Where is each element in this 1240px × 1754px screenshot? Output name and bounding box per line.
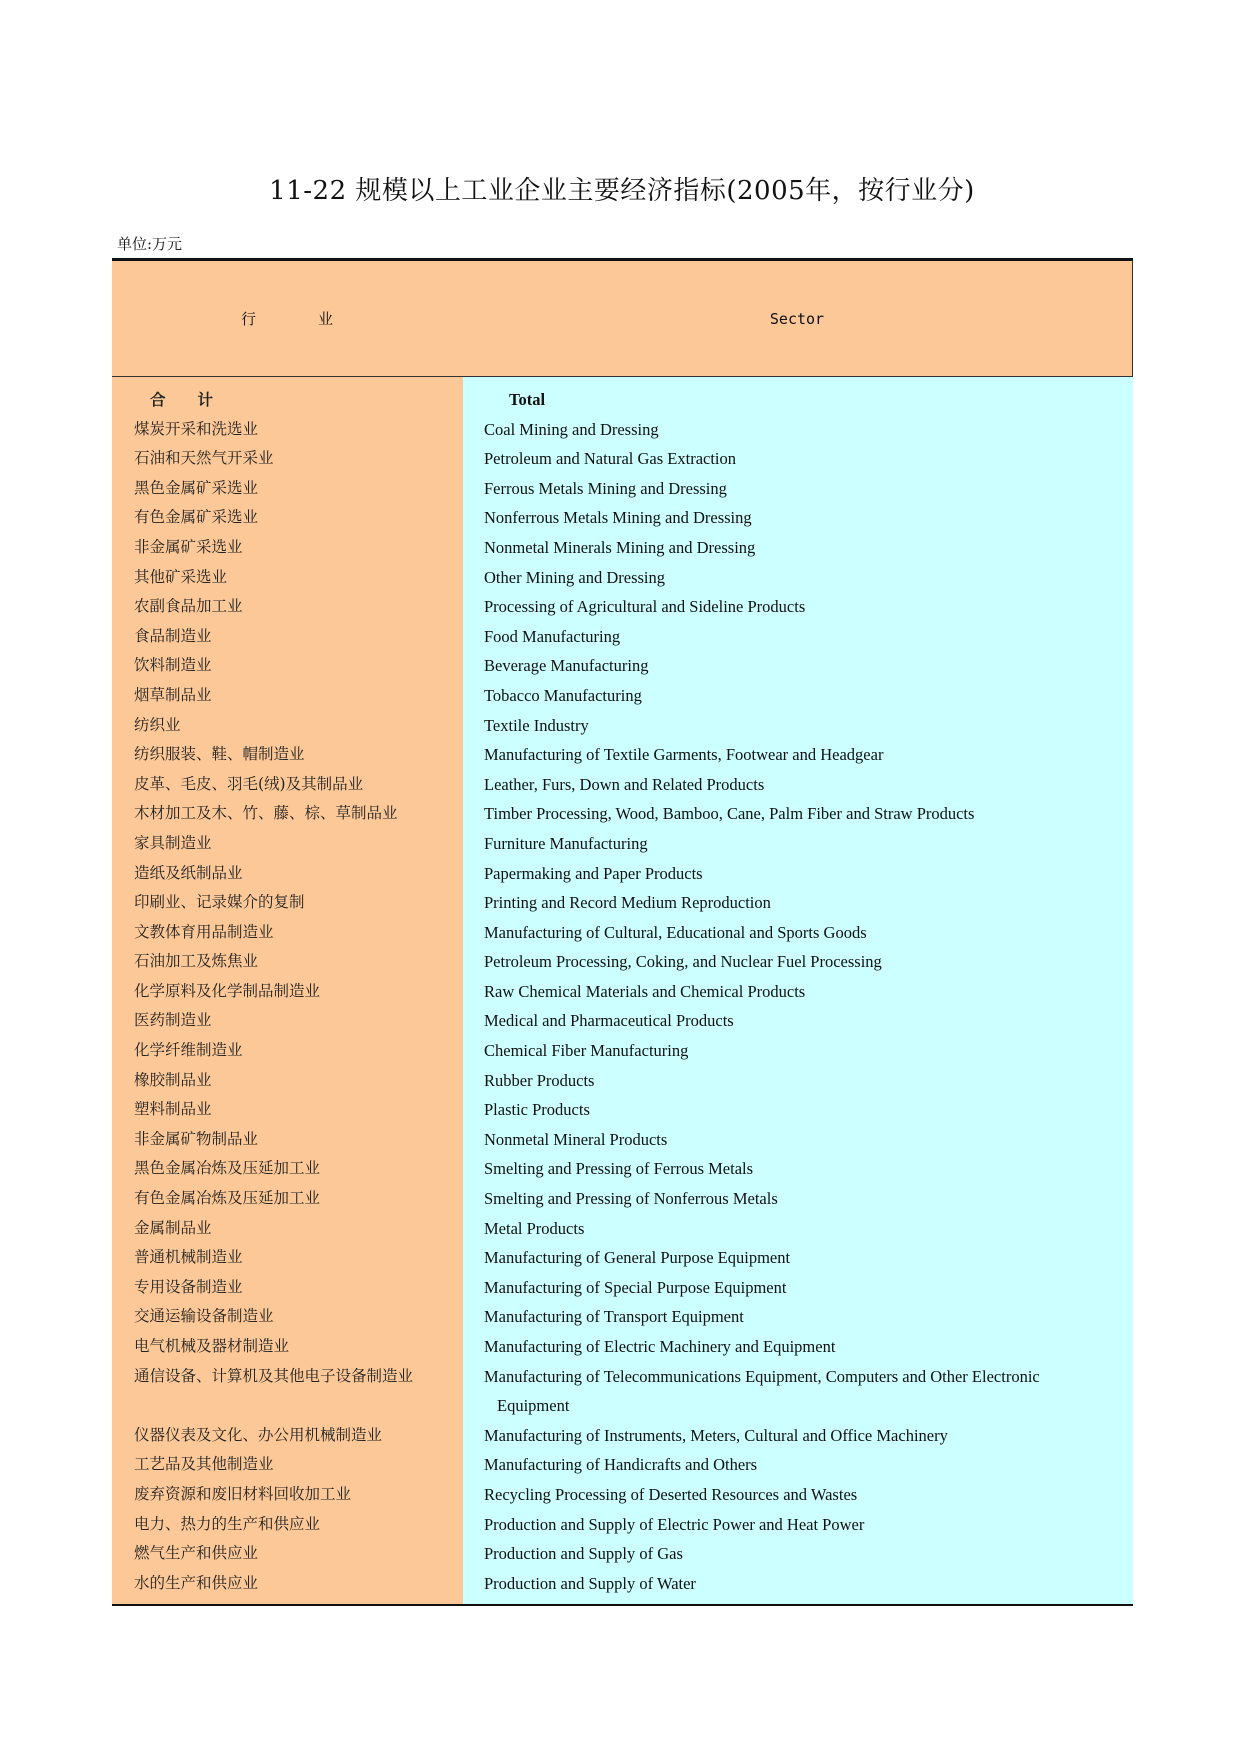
table-row-en	[463, 681, 1133, 711]
total-row-en: Total	[509, 390, 546, 409]
table-row-en	[463, 859, 1133, 889]
sector-name-cn: 石油加工及炼焦业	[134, 952, 259, 971]
table-row-en	[463, 503, 1133, 533]
table-row-cn	[112, 1362, 463, 1421]
table-row-cn	[112, 740, 463, 770]
sector-name-en: Timber Processing, Wood, Bamboo, Cane, Palm Fiber and Straw Products	[484, 804, 975, 824]
table-row-en	[463, 711, 1133, 741]
table-row-en	[463, 563, 1133, 593]
sector-name-cn: 烟草制品业	[134, 685, 212, 704]
table-row-en	[463, 474, 1133, 504]
sector-name-en: Textile Industry	[484, 715, 589, 735]
sector-name-en: Other Mining and Dressing	[484, 567, 666, 587]
sector-name-cn: 橡胶制品业	[134, 1070, 212, 1089]
table-row-en	[463, 1243, 1133, 1273]
sector-name-cn: 家具制造业	[134, 833, 212, 852]
sector-name-cn: 通信设备、计算机及其他电子设备制造业	[134, 1366, 414, 1385]
table-row-cn	[112, 799, 463, 829]
table-row-cn	[112, 1036, 463, 1066]
table-row-cn	[112, 1510, 463, 1540]
table-row-cn	[112, 1421, 463, 1451]
table-row-cn	[112, 1184, 463, 1214]
table-row-cn	[112, 1095, 463, 1125]
sector-name-cn: 印刷业、记录媒介的复制	[134, 893, 305, 912]
table-row-cn	[112, 711, 463, 741]
sector-name-en: Production and Supply of Water	[484, 1573, 696, 1593]
sector-name-en: Manufacturing of General Purpose Equipment	[484, 1248, 791, 1268]
sector-name-cn: 文教体育用品制造业	[134, 922, 274, 941]
total-cn-right: 计	[197, 390, 214, 409]
sector-name-en: Metal Products	[484, 1218, 585, 1238]
sector-table	[112, 258, 1133, 1606]
sector-name-en: Production and Supply of Gas	[484, 1544, 683, 1564]
table-row-en	[463, 740, 1133, 770]
sector-name-en: Nonmetal Minerals Mining and Dressing	[484, 537, 756, 557]
sector-name-en: Chemical Fiber Manufacturing	[484, 1041, 689, 1061]
sector-name-cn: 饮料制造业	[134, 656, 212, 675]
sector-name-en: Papermaking and Paper Products	[484, 863, 703, 883]
sector-name-cn: 医药制造业	[134, 1011, 212, 1030]
table-row-cn	[112, 1154, 463, 1184]
table-row-en	[463, 1362, 1133, 1421]
sector-name-cn: 化学纤维制造业	[134, 1041, 243, 1060]
sector-name-cn: 木材加工及木、竹、藤、棕、草制品业	[134, 804, 398, 823]
table-row-cn	[112, 563, 463, 593]
sector-name-cn: 电力、热力的生产和供应业	[134, 1514, 321, 1533]
column-sector-cn	[112, 377, 463, 1604]
sector-name-en: Manufacturing of Textile Garments, Footwear and Headgear	[484, 745, 884, 765]
table-row-en	[463, 1036, 1133, 1066]
table-row-cn	[112, 1302, 463, 1332]
sector-name-cn: 化学原料及化学制品制造业	[134, 981, 321, 1000]
sector-name-en: Printing and Record Medium Reproduction	[484, 893, 771, 913]
header-cn-left: 行	[240, 310, 256, 328]
column-sector-en	[463, 377, 1133, 1604]
table-row-cn	[112, 1125, 463, 1155]
table-row-en	[463, 947, 1133, 977]
sector-name-cn: 非金属矿物制品业	[134, 1129, 259, 1148]
table-bottom-rule	[112, 1604, 1133, 1606]
table-row-en	[463, 651, 1133, 681]
sector-name-cn: 普通机械制造业	[134, 1248, 243, 1267]
table-row-cn	[112, 681, 463, 711]
sector-name-en: Ferrous Metals Mining and Dressing	[484, 478, 727, 498]
table-row-cn	[112, 829, 463, 859]
sector-name-cn: 仪器仪表及文化、办公用机械制造业	[134, 1425, 383, 1444]
table-row-cn	[112, 1569, 463, 1599]
sector-name-cn: 有色金属冶炼及压延加工业	[134, 1189, 321, 1208]
sector-name-en: Nonmetal Mineral Products	[484, 1129, 668, 1149]
table-row-en	[463, 1214, 1133, 1244]
table-row-en	[463, 1510, 1133, 1540]
sector-name-en: Petroleum Processing, Coking, and Nuclear Fuel Processing	[484, 952, 882, 972]
table-row-cn	[112, 622, 463, 652]
table-row-en	[463, 977, 1133, 1007]
sector-name-cn: 专用设备制造业	[134, 1277, 243, 1296]
table-row-cn	[112, 1066, 463, 1096]
table-row-cn	[112, 1273, 463, 1303]
sector-name-en: Coal Mining and Dressing	[484, 419, 659, 439]
table-row-en	[463, 829, 1133, 859]
table-row-cn	[112, 533, 463, 563]
page-title: 11-22 规模以上工业企业主要经济指标(2005年，按行业分)	[269, 176, 975, 206]
sector-name-cn: 纺织业	[134, 715, 181, 734]
sector-name-cn: 石油和天然气开采业	[134, 449, 274, 468]
table-body	[112, 377, 1133, 1604]
table-row-cn	[112, 947, 463, 977]
sector-name-en: Nonferrous Metals Mining and Dressing	[484, 508, 752, 528]
table-row-cn	[112, 1332, 463, 1362]
sector-name-en: Manufacturing of Instruments, Meters, Cultural and Office Machinery	[484, 1425, 948, 1445]
sector-name-en: Manufacturing of Transport Equipment	[484, 1307, 744, 1327]
table-row-cn	[112, 1006, 463, 1036]
sector-name-en: Manufacturing of Electric Machinery and Equipment	[484, 1337, 836, 1356]
table-row-en	[463, 1450, 1133, 1480]
table-row-cn	[112, 859, 463, 889]
sector-name-cn: 造纸及纸制品业	[134, 863, 243, 882]
table-row-en	[463, 622, 1133, 652]
table-row-cn	[112, 1214, 463, 1244]
sector-name-cn: 金属制品业	[134, 1218, 212, 1237]
table-row-cn	[112, 474, 463, 504]
sector-name-en: Tobacco Manufacturing	[484, 685, 642, 705]
sector-name-en: Medical and Pharmaceutical Products	[484, 1011, 734, 1031]
sector-name-cn: 皮革、毛皮、羽毛(绒)及其制品业	[134, 774, 364, 793]
sector-name-cn: 交通运输设备制造业	[134, 1307, 274, 1326]
sector-name-cn: 有色金属矿采选业	[134, 508, 259, 527]
sector-name-en: Raw Chemical Materials and Chemical Products	[484, 981, 806, 1001]
sector-name-en: Smelting and Pressing of Ferrous Metals	[484, 1159, 754, 1179]
table-row-en	[463, 1421, 1133, 1451]
sector-name-en: Beverage Manufacturing	[484, 656, 649, 676]
table-row-en	[463, 415, 1133, 445]
table-row-cn	[112, 977, 463, 1007]
sector-name-en: Processing of Agricultural and Sideline Products	[484, 597, 806, 617]
table-row-en	[463, 592, 1133, 622]
total-row-cn	[112, 385, 463, 415]
table-row-en	[463, 1480, 1133, 1510]
sector-name-cn: 其他矿采选业	[134, 567, 228, 586]
sector-name-en: Leather, Furs, Down and Related Products	[484, 774, 765, 794]
sector-name-en: Food Manufacturing	[484, 626, 621, 646]
table-header	[112, 261, 1133, 377]
table-row-cn	[112, 444, 463, 474]
sector-name-cn: 非金属矿采选业	[134, 537, 243, 556]
sector-name-cn: 工艺品及其他制造业	[134, 1455, 274, 1474]
unit-label: 单位:万元	[117, 235, 183, 253]
sector-name-en: Production and Supply of Electric Power and Heat Power	[484, 1514, 865, 1534]
table-row-cn	[112, 1539, 463, 1569]
sector-name-en: Manufacturing of Cultural, Educational and Sports Goods	[484, 922, 867, 942]
sector-name-cn: 电气机械及器材制造业	[134, 1337, 290, 1355]
sector-name-cn: 塑料制品业	[134, 1100, 212, 1119]
sector-name-en-line2: Equipment	[497, 1396, 570, 1416]
sector-name-cn: 黑色金属矿采选业	[134, 478, 259, 497]
sector-name-en: Petroleum and Natural Gas Extraction	[484, 449, 737, 469]
sector-name-cn: 纺织服装、鞋、帽制造业	[134, 745, 305, 764]
header-sector-en: Sector	[769, 309, 825, 328]
sector-name-cn: 黑色金属冶炼及压延加工业	[134, 1159, 321, 1178]
sector-name-en: Plastic Products	[484, 1100, 590, 1120]
table-row-en	[463, 1095, 1133, 1125]
sector-name-cn: 废弃资源和废旧材料回收加工业	[134, 1484, 352, 1503]
table-row-en	[463, 888, 1133, 918]
sector-name-en: Rubber Products	[484, 1070, 595, 1090]
table-row-en	[463, 1066, 1133, 1096]
sector-name-cn: 食品制造业	[134, 626, 212, 645]
table-row-en	[463, 1273, 1133, 1303]
table-row-cn	[112, 592, 463, 622]
table-row-cn	[112, 1480, 463, 1510]
sector-name-en: Manufacturing of Special Purpose Equipment	[484, 1277, 787, 1297]
sector-name-cn: 水的生产和供应业	[134, 1573, 259, 1592]
sector-name-en: Manufacturing of Telecommunications Equipment, Computers and Other Electronic	[484, 1366, 1040, 1386]
table-row-cn	[112, 1450, 463, 1480]
sector-name-cn: 燃气生产和供应业	[134, 1544, 259, 1563]
table-row-en	[463, 1569, 1133, 1599]
table-row-cn	[112, 888, 463, 918]
table-row-cn	[112, 1243, 463, 1273]
table-row-cn	[112, 770, 463, 800]
table-row-en	[463, 1125, 1133, 1155]
table-row-en	[463, 1302, 1133, 1332]
table-row-en	[463, 1154, 1133, 1184]
sector-name-cn: 农副食品加工业	[134, 597, 243, 616]
table-row-cn	[112, 918, 463, 948]
table-row-en	[463, 1006, 1133, 1036]
table-row-en	[463, 1332, 1133, 1362]
table-row-en	[463, 770, 1133, 800]
table-row-en	[463, 1184, 1133, 1214]
table-row-en	[463, 799, 1133, 829]
sector-name-cn: 煤炭开采和洗选业	[134, 419, 259, 438]
table-row-cn	[112, 503, 463, 533]
sector-name-en: Furniture Manufacturing	[484, 833, 648, 853]
total-cn-left: 合	[150, 390, 166, 409]
table-row-en	[463, 444, 1133, 474]
sector-name-en: Recycling Processing of Deserted Resources and Wastes	[484, 1484, 858, 1504]
table-row-en	[463, 533, 1133, 563]
table-row-en	[463, 918, 1133, 948]
table-row-cn	[112, 415, 463, 445]
table-row-en	[463, 1539, 1133, 1569]
header-cn-right: 业	[318, 310, 334, 328]
table-row-cn	[112, 651, 463, 681]
header-sector-cn	[112, 261, 462, 376]
sector-name-en: Smelting and Pressing of Nonferrous Metals	[484, 1189, 778, 1209]
sector-name-en: Manufacturing of Handicrafts and Others	[484, 1455, 758, 1475]
